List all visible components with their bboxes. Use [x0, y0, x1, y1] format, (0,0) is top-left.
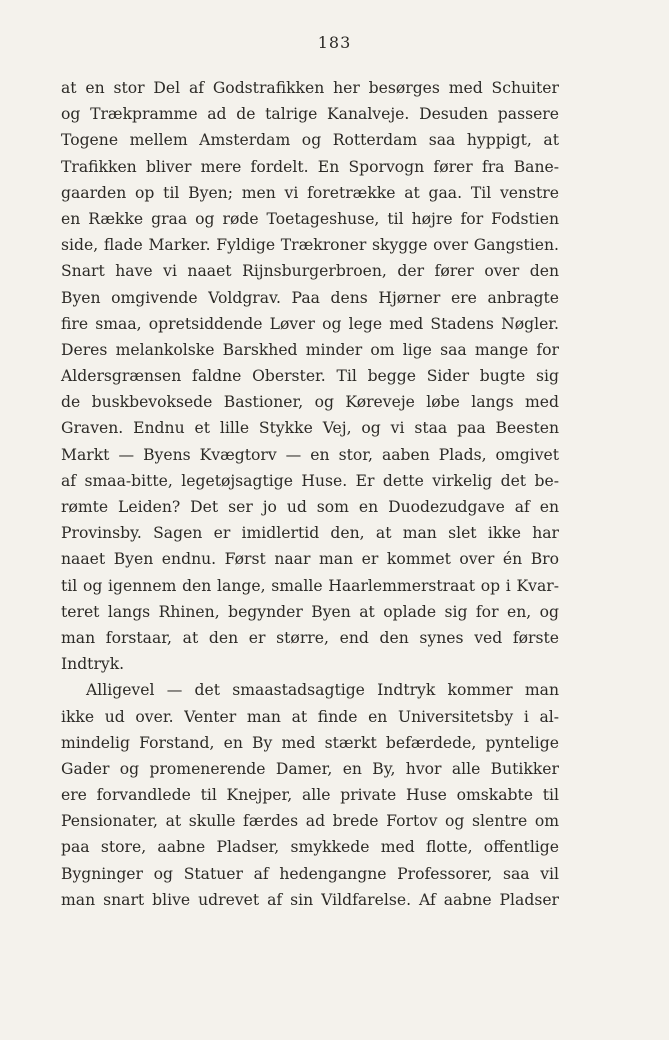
text-line: teret langs Rhinen, begynder Byen at oplade sig for en, og [61, 602, 559, 621]
text-line: Alligevel — det smaastadsagtige Indtryk kommer man [86, 681, 559, 700]
text-line: og Trækpramme ad de talrige Kanalveje. Desuden passere [61, 105, 559, 124]
text-line: Bygninger og Statuer af hedengangne Professorer, saa vil [61, 864, 559, 883]
text-line: af smaa-bitte, legetøjsagtige Huse. Er dette virkelig det be- [61, 471, 559, 490]
text-line: en Række graa og røde Toetageshuse, til højre for Fodstien [61, 209, 559, 228]
text-line: fire smaa, opretsiddende Løver og lege med Stadens Nøgler. [61, 314, 559, 333]
text-line: mindelig Forstand, en By med stærkt befærdede, pyntelige [61, 733, 559, 752]
text-line: Togene mellem Amsterdam og Rotterdam saa hyppigt, at [61, 131, 559, 150]
text-line: ikke ud over. Venter man at finde en Universitetsby i al- [61, 707, 559, 726]
text-line: man forstaar, at den er større, end den synes ved første [61, 628, 559, 647]
page-number: 183 [317, 33, 352, 52]
text-line: Deres melankolske Barskhed minder om lige saa mange for [61, 340, 559, 359]
text-line: Gader og promenerende Damer, en By, hvor alle Butikker [61, 759, 559, 778]
text-line: Markt — Byens Kvægtorv — en stor, aaben Plads, omgivet [61, 445, 559, 464]
text-line: Pensionater, at skulle færdes ad brede Fortov og slentre om [61, 812, 559, 831]
text-line: paa store, aabne Pladser, smykkede med flotte, offentlige [61, 838, 559, 857]
text-line: at en stor Del af Godstrafikken her besørges med Schuiter [61, 79, 559, 97]
text-line: til og igennem den lange, smalle Haarlemmerstraat op i Kvar- [61, 576, 559, 595]
body-text [61, 75, 559, 913]
text-line: rømte Leiden? Det ser jo ud som en Duodezudgave af en [61, 498, 559, 516]
text-line: Trafikken bliver mere fordelt. En Sporvogn fører fra Bane- [61, 157, 559, 176]
text-line: ere forvandlede til Knejper, alle private Huse omskabte til [61, 786, 559, 805]
text-line: Snart have vi naaet Rijnsburgerbroen, der fører over den [61, 262, 559, 281]
text-line: Provinsby. Sagen er imidlertid den, at man slet ikke har [61, 524, 559, 543]
text-line: gaarden op til Byen; men vi foretrække at gaa. Til venstre [61, 183, 559, 202]
text-line: naaet Byen endnu. Først naar man er kommet over én Bro [61, 550, 559, 569]
text-line: Indtryk. [61, 655, 125, 674]
text-line: Graven. Endnu et lille Stykke Vej, og vi staa paa Beesten [61, 419, 559, 438]
text-line: de buskbevoksede Bastioner, og Køreveje løbe langs med [61, 393, 559, 412]
text-line: man snart blive udrevet af sin Vildfarelse. Af aabne Pladser [61, 890, 559, 909]
text-line: Byen omgivende Voldgrav. Paa dens Hjørner ere anbragte [61, 288, 559, 307]
text-line: Aldersgrænsen faldne Oberster. Til begge Sider bugte sig [61, 367, 559, 386]
text-line: side, flade Marker. Fyldige Trækroner skygge over Gangstien. [61, 236, 559, 255]
